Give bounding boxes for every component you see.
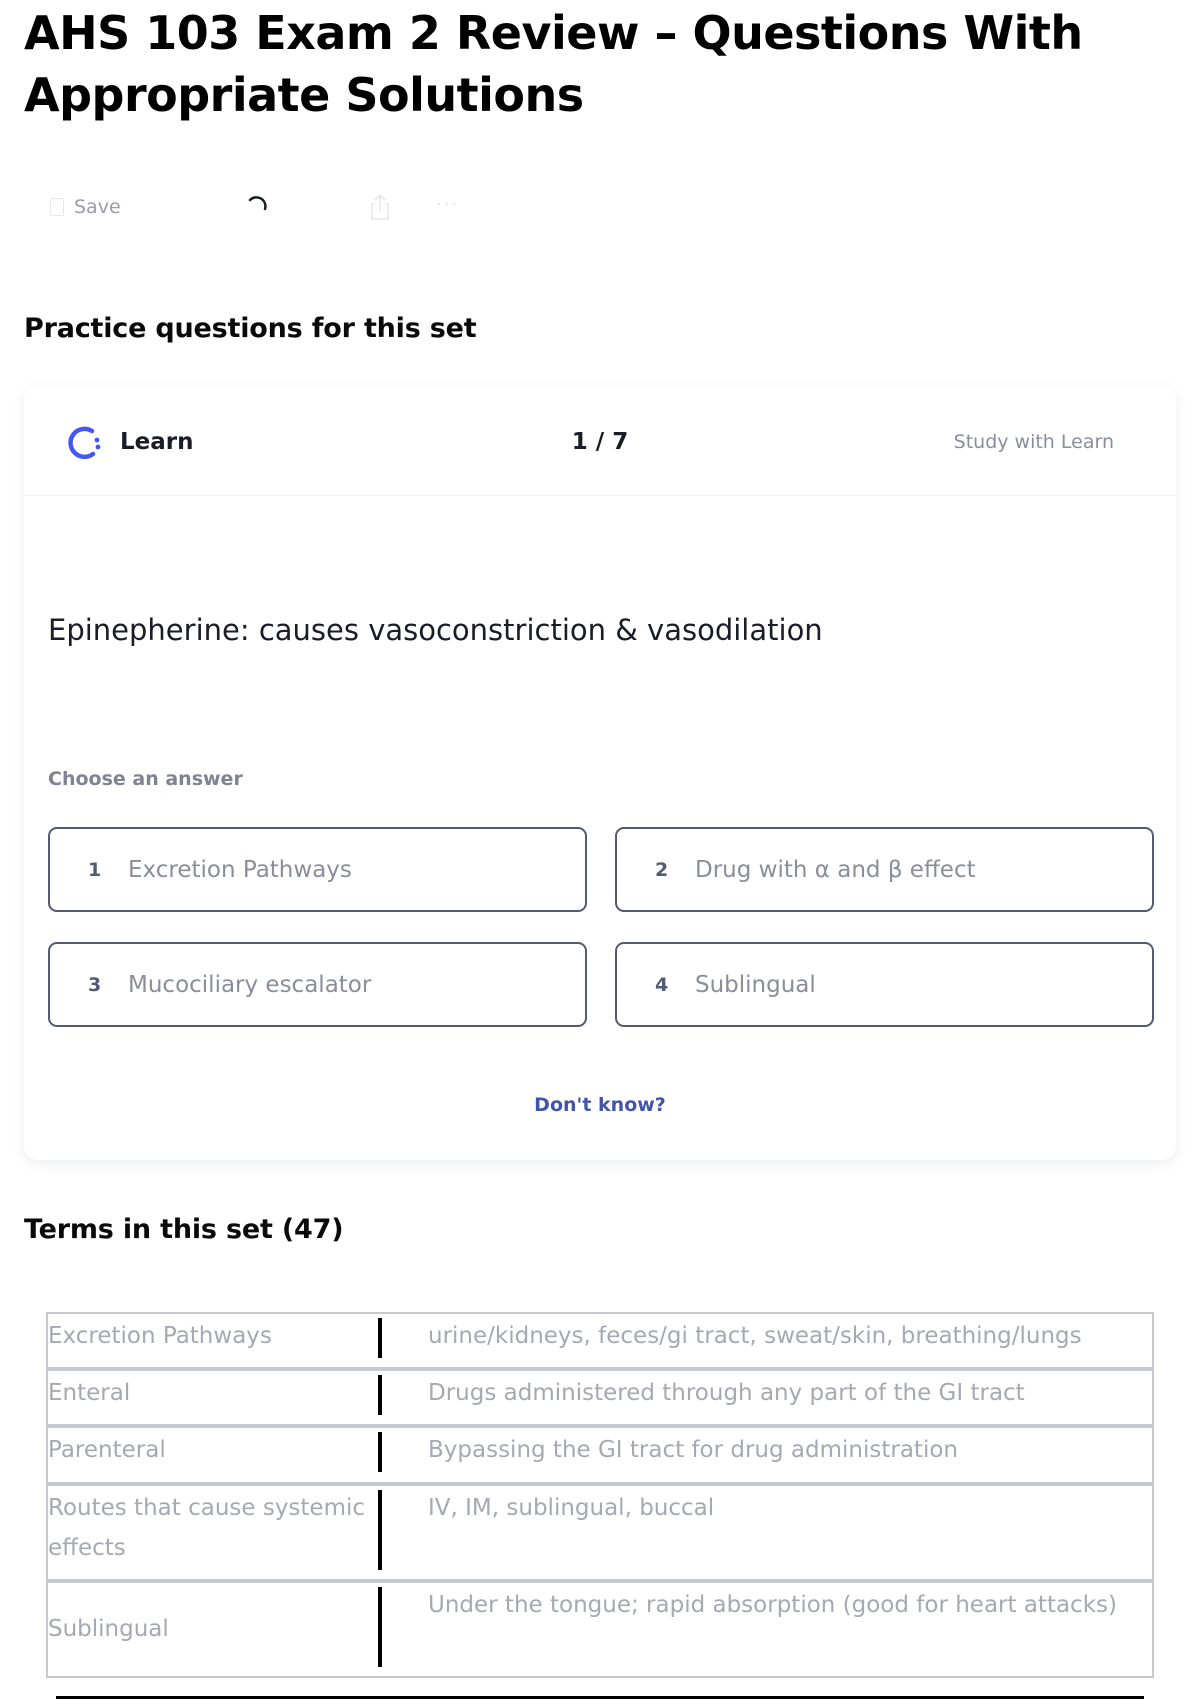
set-toolbar <box>50 188 510 226</box>
term-divider <box>378 1490 382 1570</box>
term-definition: IV, IM, sublingual, buccal <box>428 1495 715 1521</box>
term-word: Routes that cause systemic effects <box>48 1495 366 1561</box>
question-prompt: Epinepherine: causes vasoconstriction & vasodilation <box>48 613 823 647</box>
dont-know-button[interactable]: Don't know? <box>534 1094 666 1116</box>
term-definition: Bypassing the GI tract for drug administration <box>428 1437 958 1463</box>
practice-heading: Practice questions for this set <box>24 313 477 344</box>
spinner-icon <box>244 192 272 220</box>
term-divider <box>378 1375 382 1415</box>
study-with-learn-link[interactable]: Study with Learn <box>953 431 1114 453</box>
term-row <box>46 1369 1154 1426</box>
term-definition: Drugs administered through any part of the GI tract <box>428 1380 1025 1406</box>
option-number: 3 <box>88 973 102 996</box>
term-word: Excretion Pathways <box>48 1323 272 1349</box>
choose-answer-label: Choose an answer <box>48 768 243 790</box>
option-text: Excretion Pathways <box>128 856 352 883</box>
bottom-divider <box>56 1696 1144 1699</box>
term-divider <box>378 1587 382 1667</box>
option-number: 4 <box>655 973 669 996</box>
share-icon[interactable] <box>366 192 394 222</box>
option-text: Drug with α and β effect <box>695 856 976 883</box>
term-row <box>46 1426 1154 1484</box>
option-number: 1 <box>88 858 102 881</box>
more-icon[interactable]: ··· <box>436 194 460 215</box>
term-divider <box>378 1432 382 1472</box>
bookmark-icon <box>50 198 64 216</box>
option-number: 2 <box>655 858 669 881</box>
answer-option-2[interactable] <box>615 827 1154 912</box>
save-button[interactable] <box>50 188 121 226</box>
page-title: AHS 103 Exam 2 Review – Questions With Appropriate Solutions <box>24 6 1083 122</box>
card-header <box>24 385 1176 496</box>
term-word: Sublingual <box>48 1616 169 1642</box>
term-divider <box>378 1318 382 1358</box>
term-row <box>46 1312 1154 1369</box>
learn-mode-label: Learn <box>120 429 194 455</box>
term-definition: Under the tongue; rapid absorption (good for heart attacks) <box>428 1592 1117 1618</box>
term-row <box>46 1484 1154 1581</box>
term-row <box>46 1581 1154 1678</box>
practice-card <box>24 385 1176 1160</box>
save-label: Save <box>74 196 121 218</box>
term-definition: urine/kidneys, feces/gi tract, sweat/skin, breathing/lungs <box>428 1323 1082 1349</box>
term-word: Parenteral <box>48 1437 166 1463</box>
term-word: Enteral <box>48 1380 131 1406</box>
option-text: Sublingual <box>695 971 816 998</box>
answer-option-4[interactable] <box>615 942 1154 1027</box>
terms-heading: Terms in this set (47) <box>24 1214 344 1245</box>
answer-option-1[interactable] <box>48 827 587 912</box>
answer-option-3[interactable] <box>48 942 587 1027</box>
question-progress: 1 / 7 <box>571 429 629 455</box>
option-text: Mucociliary escalator <box>128 971 372 998</box>
